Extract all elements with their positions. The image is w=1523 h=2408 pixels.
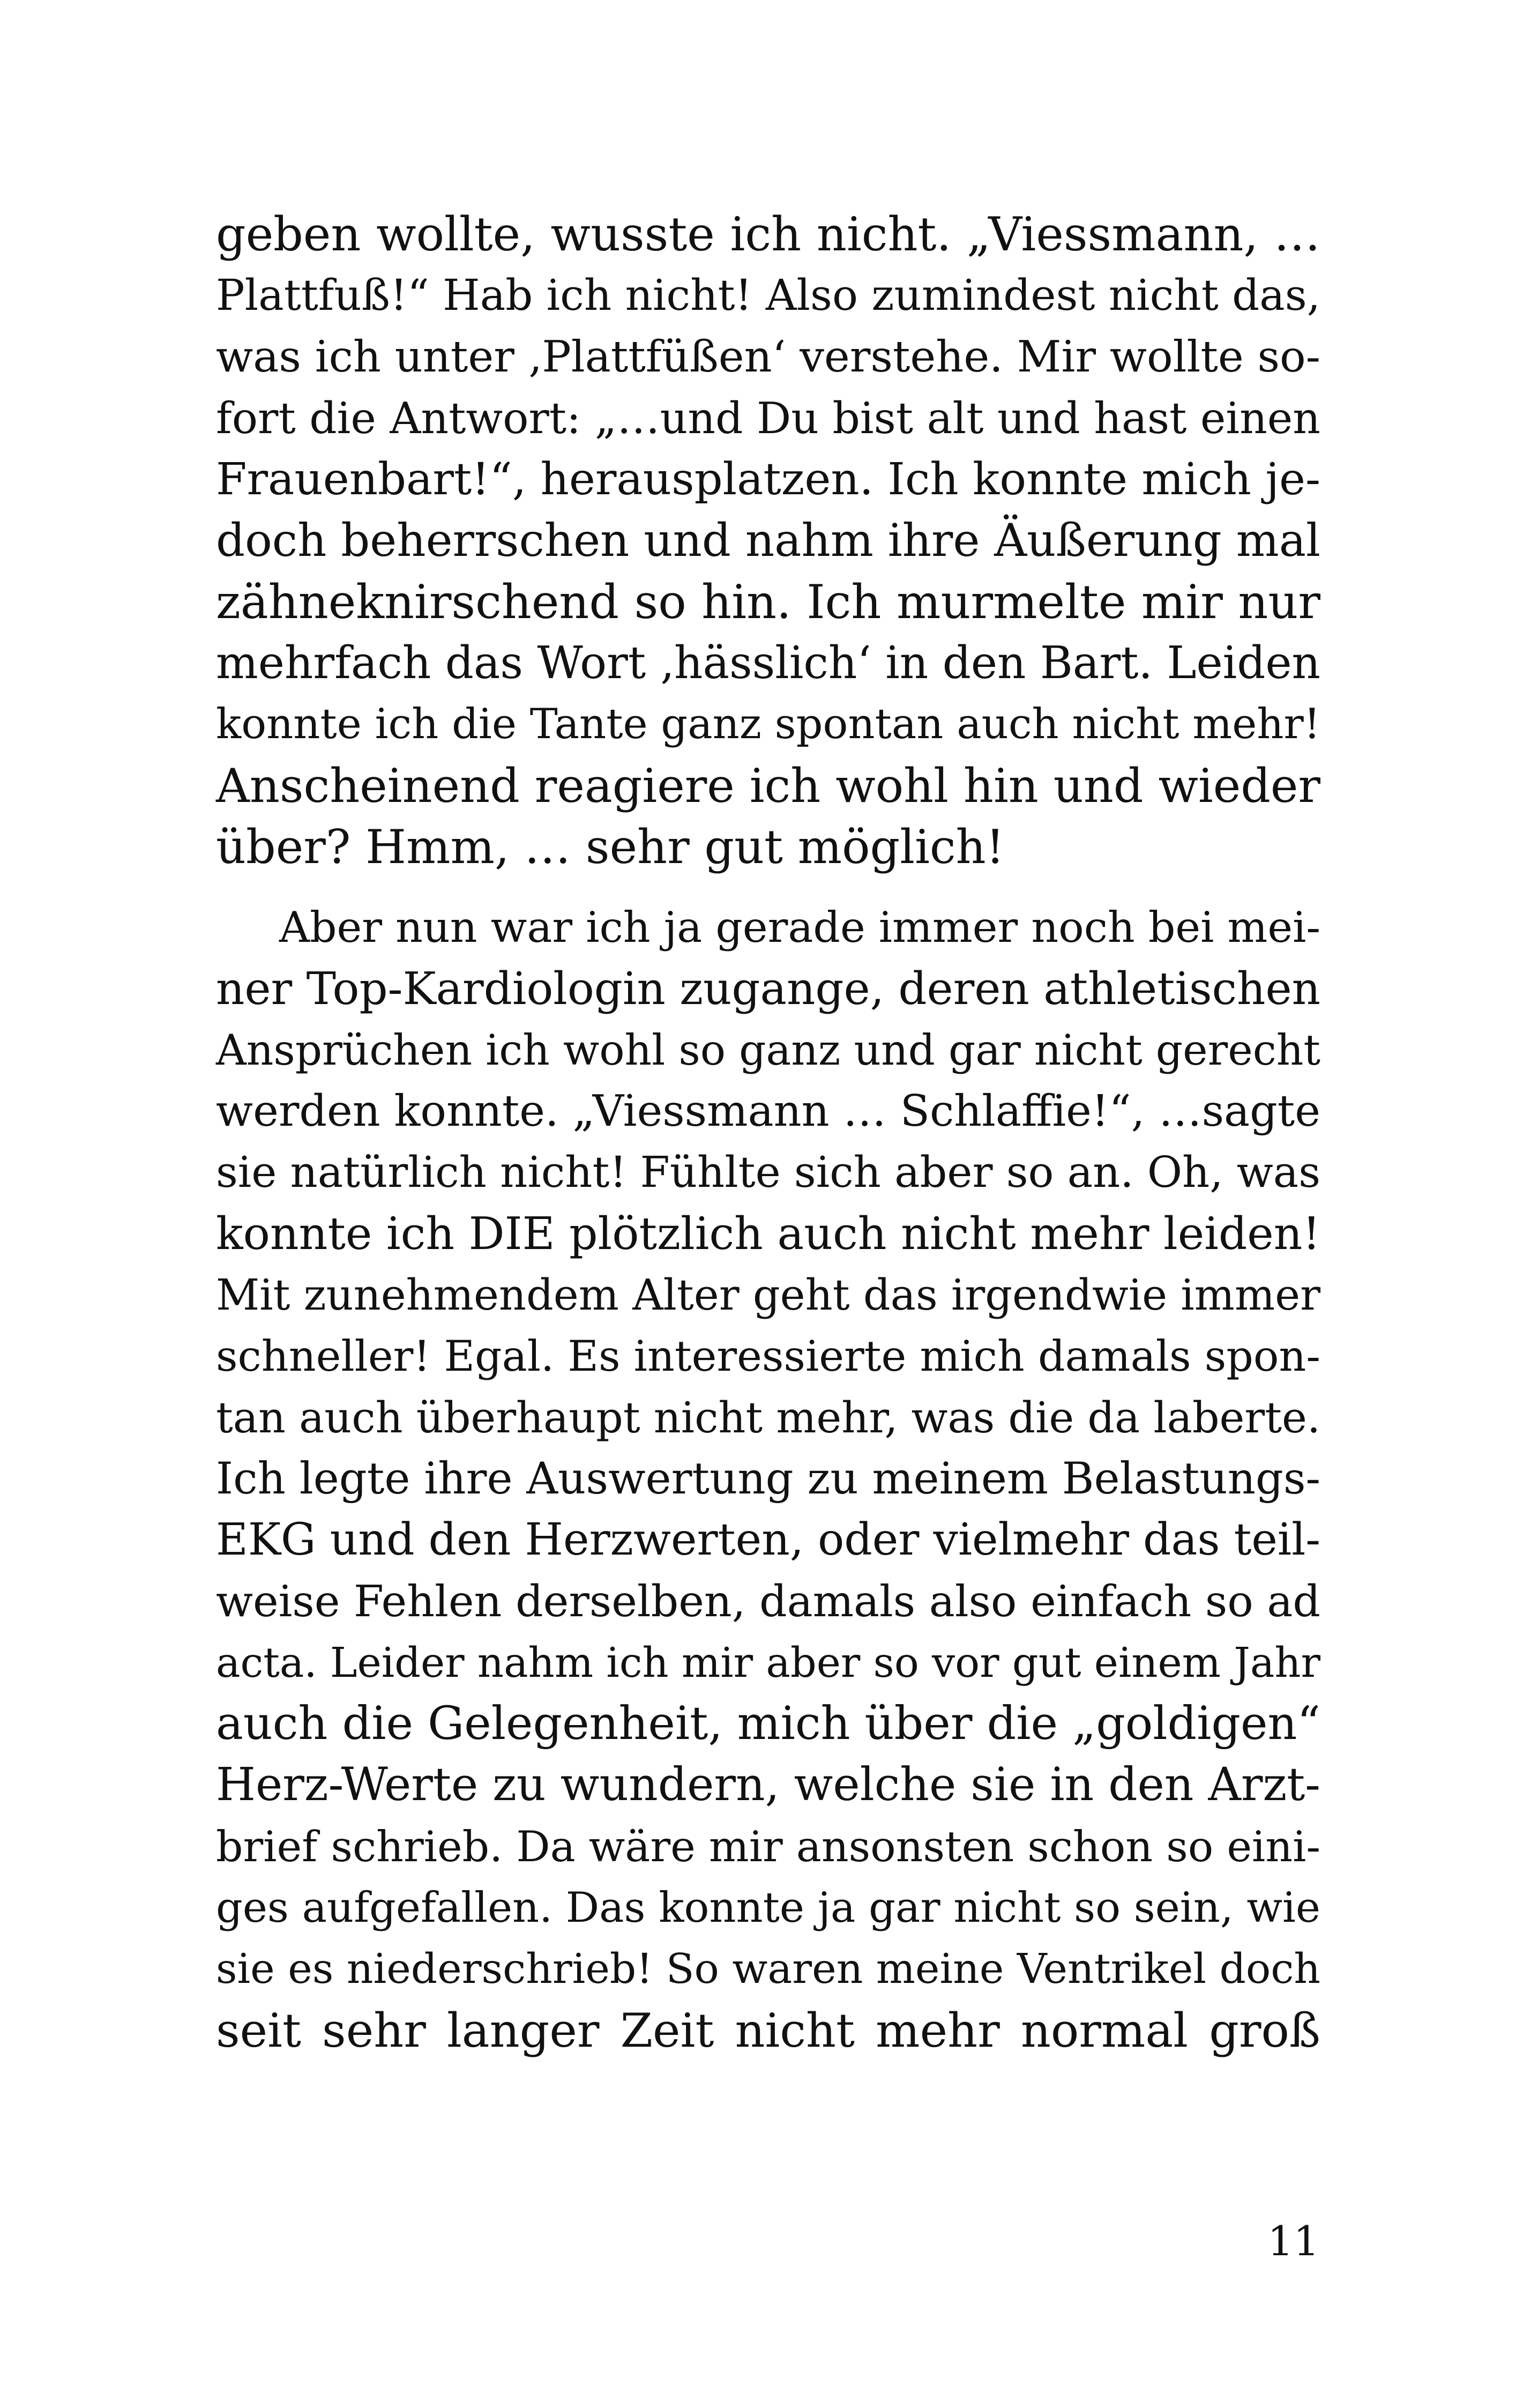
text-line: tan auch überhaupt nicht mehr, was die da laberte.: [216, 1393, 1320, 1443]
text-line: sie es niederschrieb! So waren meine Ventrikel doch: [216, 1945, 1320, 1994]
text-line: doch beherrschen und nahm ihre Äußerung mal: [216, 514, 1320, 567]
paragraph-gap: [216, 878, 1320, 897]
text-line: Aber nun war ich ja gerade immer noch bei mei-: [279, 903, 1320, 953]
text-line: auch die Gelegenheit, mich über die „goldigen“: [216, 1697, 1320, 1751]
text-line: sie natürlich nicht! Fühlte sich aber so an. Oh, was: [216, 1147, 1320, 1198]
page-number: 11: [1267, 2217, 1319, 2265]
text-line: ner Top-Kardiologin zugange, deren athletischen: [216, 962, 1320, 1015]
text-line: fort die Antwort: „…und Du bist alt und hast einen: [216, 392, 1321, 443]
text-line: schneller! Egal. Es interessierte mich damals spon-: [216, 1332, 1320, 1381]
text-line: EKG und den Herzwerten, oder vielmehr das teil-: [216, 1514, 1320, 1566]
text-line: mehrfach das Wort ‚hässlich‘ in den Bart. Leiden: [216, 637, 1320, 689]
text-line: konnte ich DIE plötzlich auch nicht mehr leiden!: [216, 1207, 1320, 1260]
text-line: über? Hmm, … sehr gut möglich!: [216, 819, 1005, 874]
text-line: Mit zunehmendem Alter geht das irgendwie immer: [216, 1270, 1320, 1320]
text-line: werden konnte. „Viessmann … Schlaffie!“, …sagte: [216, 1086, 1320, 1137]
text-line: geben wollte, wusste ich nicht. „Viessmann, …: [216, 207, 1320, 262]
text-line: weise Fehlen derselben, damals also einfach so ad: [216, 1576, 1320, 1627]
text-line: konnte ich die Tante ganz spontan auch nicht mehr!: [216, 700, 1320, 749]
text-line: Herz-Werte zu wundern, welche sie in den Arzt-: [216, 1758, 1320, 1812]
text-line: seit sehr langer Zeit nicht mehr normal groß: [216, 2003, 1320, 2058]
text-line: Ansprüchen ich wohl so ganz und gar nicht gerecht: [216, 1025, 1320, 1075]
text-line: was ich unter ‚Plattfüßen‘ verstehe. Mir wollte so-: [216, 331, 1320, 382]
text-line: acta. Leider nahm ich mir aber so vor gut einem Jahr: [216, 1638, 1320, 1686]
text-line: zähneknirschend so hin. Ich murmelte mir nur: [216, 574, 1320, 629]
text-line: Anscheinend reagiere ich wohl hin und wieder: [216, 758, 1320, 813]
text-line: Plattfuß!“ Hab ich nicht! Also zumindest nicht das,: [216, 270, 1320, 321]
text-line: ges aufgefallen. Das konnte ja gar nicht so sein, wie: [216, 1884, 1320, 1933]
text-line: brief schrieb. Da wäre mir ansonsten schon so eini-: [216, 1822, 1320, 1871]
text-line: Frauenbart!“, herausplatzen. Ich konnte mich je-: [216, 453, 1320, 506]
body-text: [216, 204, 1320, 2061]
text-line: Ich legte ihre Auswertung zu meinem Belastungs-: [216, 1453, 1320, 1504]
